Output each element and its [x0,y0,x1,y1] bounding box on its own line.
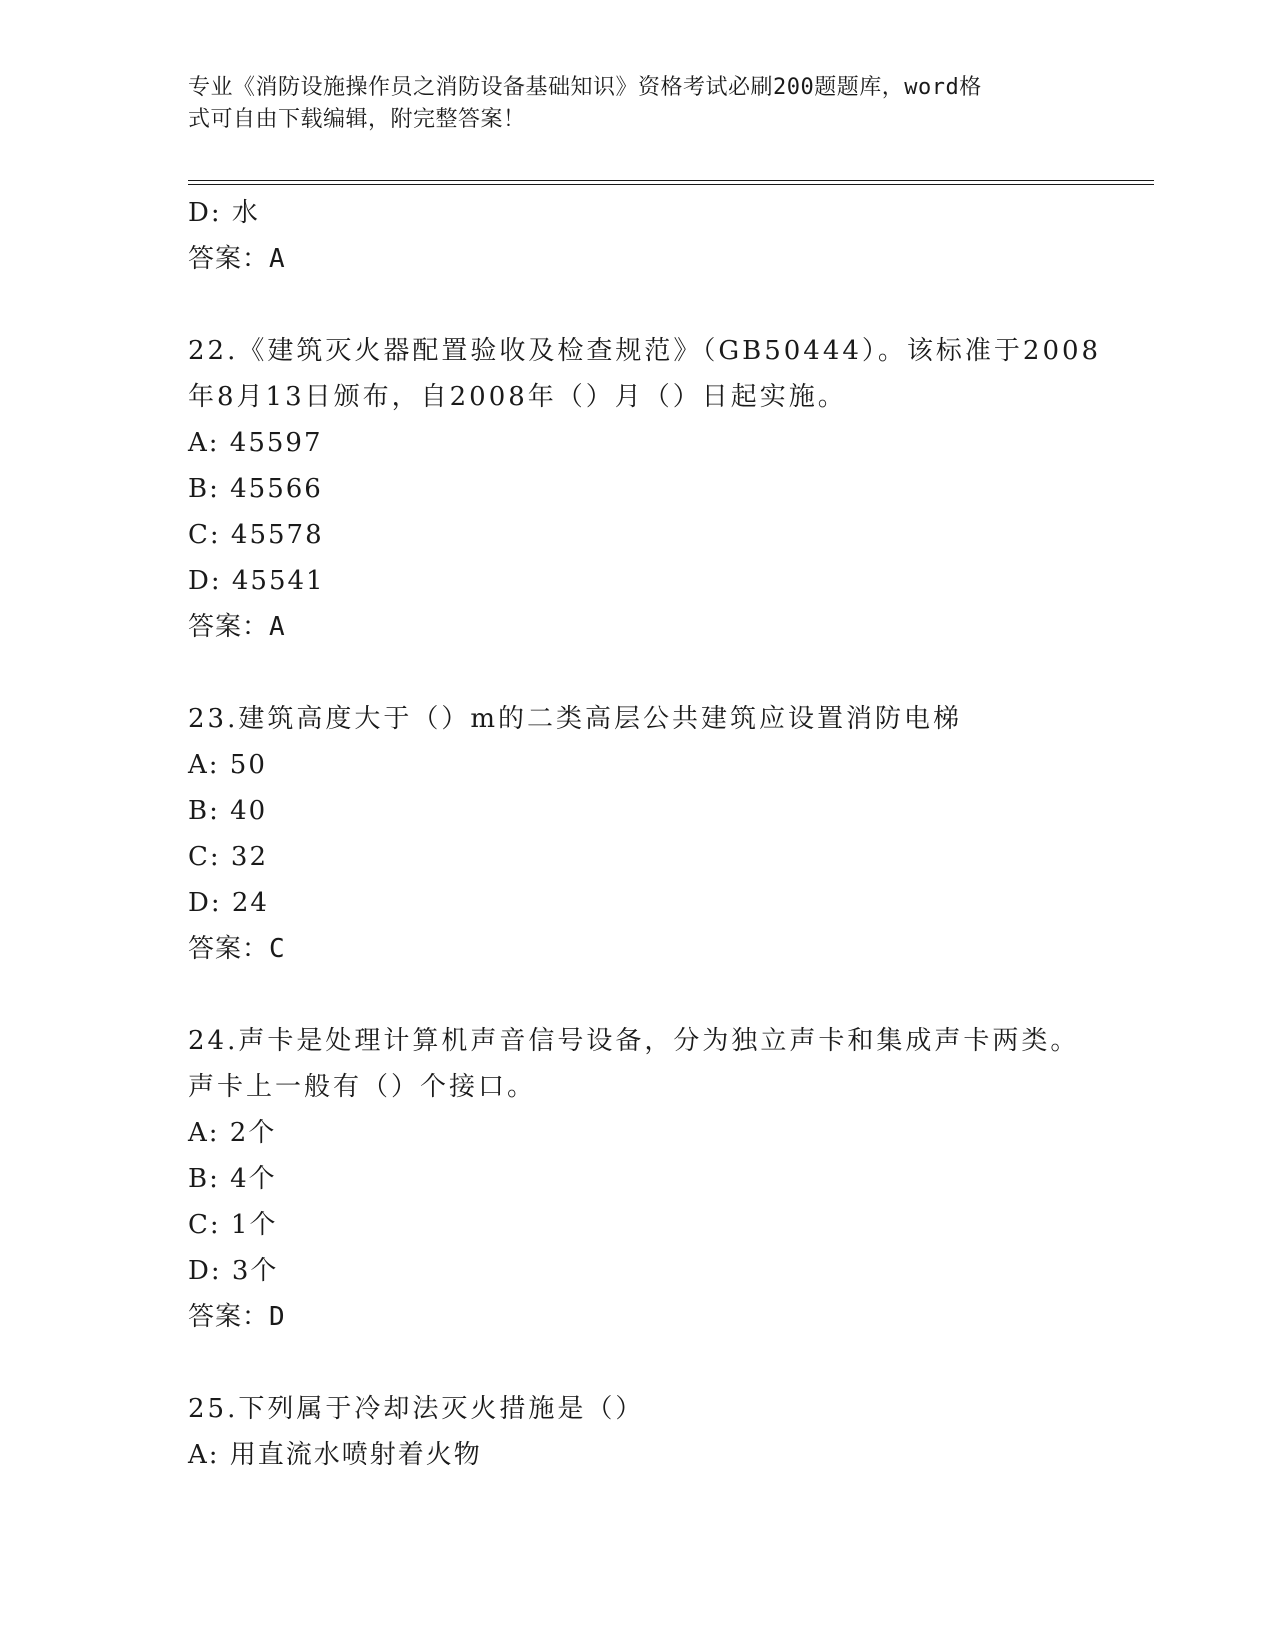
option-a: A: 用直流水喷射着火物 [188,1440,482,1470]
header-divider-top [188,180,1154,181]
question-stem-line-1: 22.《建筑灭火器配置验收及检查规范》（GB50444）。该标准于2008 [188,336,1102,366]
answer-line: 答案：A [188,244,286,274]
header-divider-bottom [188,184,1154,185]
question-stem-line-1: 24.声卡是处理计算机声音信号设备，分为独立声卡和集成声卡两类。 [188,1026,1080,1056]
spacer [188,650,1088,696]
option-d: D: 45541 [188,566,325,596]
question-stem-line-2: 声卡上一般有（）个接口。 [188,1072,537,1102]
question-stem-line-1: 25.下列属于冷却法灭火措施是（） [188,1394,645,1424]
option-b: B: 40 [188,796,268,826]
spacer [188,282,1088,328]
option-a: A: 2个 [188,1118,277,1148]
question-list [188,190,1102,1478]
spacer [188,1340,1088,1386]
answer-line: 答案：C [188,934,286,964]
document-header [188,72,1068,136]
question-25 [188,1386,1088,1478]
spacer [188,972,1088,1018]
option-c: C: 32 [188,842,269,872]
option-c: C: 45578 [188,520,324,550]
option-b: B: 45566 [188,474,323,504]
question-23 [188,696,1088,972]
question-24 [188,1018,1088,1340]
option-b: B: 4个 [188,1164,277,1194]
option-d: D: 3个 [188,1256,279,1286]
option-d: D: 水 [188,198,260,228]
option-a: A: 45597 [188,428,323,458]
previous-question-tail [188,190,1088,282]
header-line-1: 专业《消防设施操作员之消防设备基础知识》资格考试必刷200题题库，word格 [188,75,982,100]
answer-line: 答案：D [188,1302,286,1332]
option-d: D: 24 [188,888,269,918]
header-line-2: 式可自由下载编辑，附完整答案！ [188,107,526,132]
option-a: A: 50 [188,750,267,780]
question-22 [188,328,1102,650]
question-stem-line-2: 年8月13日颁布，自2008年（）月（）日起实施。 [188,382,847,412]
question-stem-line-1: 23.建筑高度大于（）m的二类高层公共建筑应设置消防电梯 [188,704,963,734]
option-c: C: 1个 [188,1210,278,1240]
answer-line: 答案：A [188,612,286,642]
